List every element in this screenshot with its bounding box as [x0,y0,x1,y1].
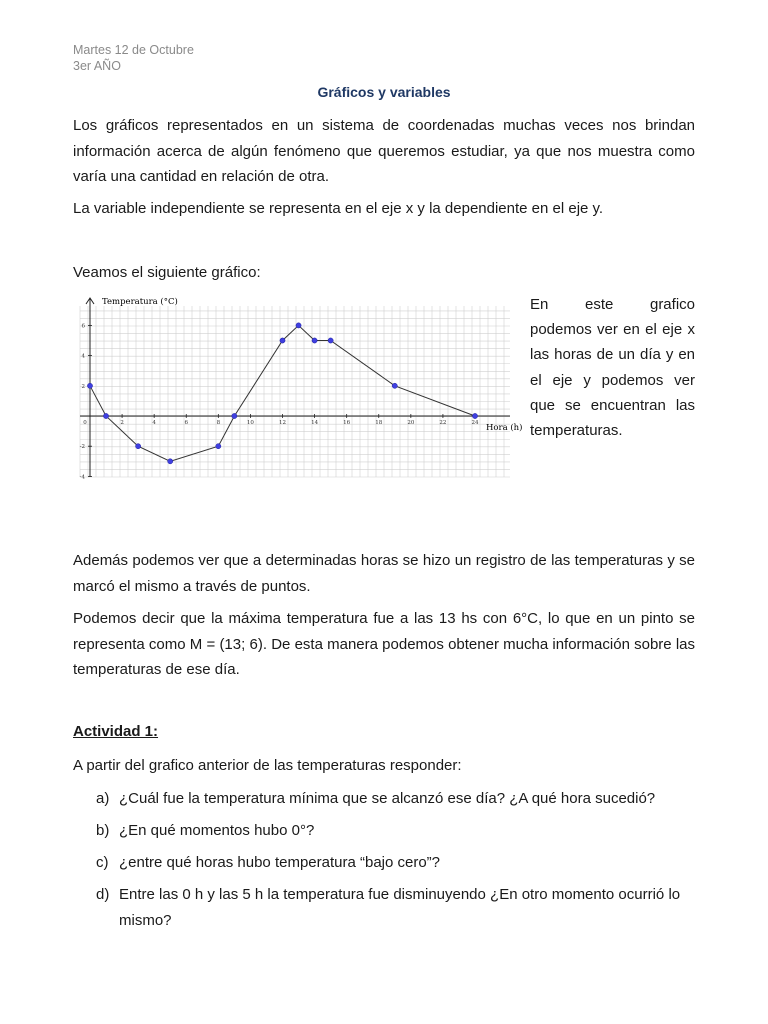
data-point-11 [472,413,477,418]
y-axis-label: Temperatura (°C) [102,297,178,307]
data-point-8 [312,338,317,343]
data-point-10 [392,383,397,388]
list-item-text: ¿entre qué horas hubo temperatura “bajo cero”? [119,854,441,871]
paragraph-variables: La variable independiente se representa en el eje x y la dependiente en el eje y. [73,200,604,217]
list-marker: c) [96,854,109,871]
x-tick-label-5: 10 [246,420,254,426]
x-tick-label-0: 0 [83,420,87,426]
x-tick-label-11: 22 [439,420,447,426]
data-point-2 [136,444,141,449]
y-tick-label-3: -2 [79,444,85,451]
paragraph-maximum: Podemos decir que la máxima temperatura fue a las 13 hs con 6°C, lo que en un pinto se representa como M = (13; 6). De esta manera podemos obtener mucha información sobre las temperaturas de ese día. [73,610,695,678]
chart-ticks [80,323,479,480]
y-tick-label-0: 6 [81,323,85,330]
list-item-text: ¿Cuál fue la temperatura mínima que se alcanzó ese día? ¿A qué hora sucedió? [119,790,656,807]
data-point-0 [87,383,92,388]
list-marker: b) [96,822,110,839]
data-point-1 [103,413,108,418]
paragraph-lead-in: Veamos el siguiente gráfico: [73,264,261,281]
x-tick-label-7: 14 [311,420,319,426]
list-marker: d) [96,886,110,903]
series-line [90,325,475,461]
data-point-7 [296,323,301,328]
x-tick-label-9: 18 [375,420,383,426]
data-point-3 [168,459,173,464]
list-marker: a) [96,790,110,807]
activity-intro: A partir del grafico anterior de las temperaturas responder: [73,757,462,774]
y-tick-label-1: 4 [81,353,85,360]
chart-points [87,323,477,464]
x-tick-label-1: 2 [120,420,124,426]
data-point-5 [232,413,237,418]
list-item-text: ¿En qué momentos hubo 0°? [119,822,315,839]
page-title: Gráficos y variables [317,84,451,100]
header-grade: 3er AÑO [73,59,121,73]
x-axis-label: Hora (h) [486,423,523,433]
header-date: Martes 12 de Octubre [73,43,194,57]
activity-title: Actividad 1: [73,723,159,740]
data-point-6 [280,338,285,343]
data-point-9 [328,338,333,343]
x-tick-label-6: 12 [279,420,286,426]
chart-description: En este grafico podemos ver en el eje x las horas de un día y en el eje y podemos ver que se encuentran las temperaturas. [530,296,695,440]
temperature-chart [68,290,523,485]
x-tick-label-12: 24 [471,420,479,426]
paragraph-points: Además podemos ver que a determinadas horas se hizo un registro de las temperaturas y se marcó el mismo a través de puntos. [73,552,695,595]
chart-axes [80,298,510,477]
data-point-4 [216,444,221,449]
paragraph-intro: Los gráficos representados en un sistema de coordenadas muchas veces nos brindan información acerca de algún fenómeno que queremos estudiar, ya que nos muestra como varía una cantidad en relación de otra. [73,117,695,185]
chart-grid [80,306,510,477]
x-tick-label-8: 16 [343,420,351,426]
x-tick-label-10: 20 [407,420,415,426]
y-tick-label-2: 2 [81,383,85,390]
y-tick-label-4: -4 [79,474,85,481]
x-tick-label-2: 4 [152,420,156,426]
x-tick-label-3: 6 [184,420,188,426]
x-tick-label-4: 8 [216,420,221,426]
list-item-text: Entre las 0 h y las 5 h la temperatura fue disminuyendo ¿En otro momento ocurrió lo mismo? [119,886,681,929]
